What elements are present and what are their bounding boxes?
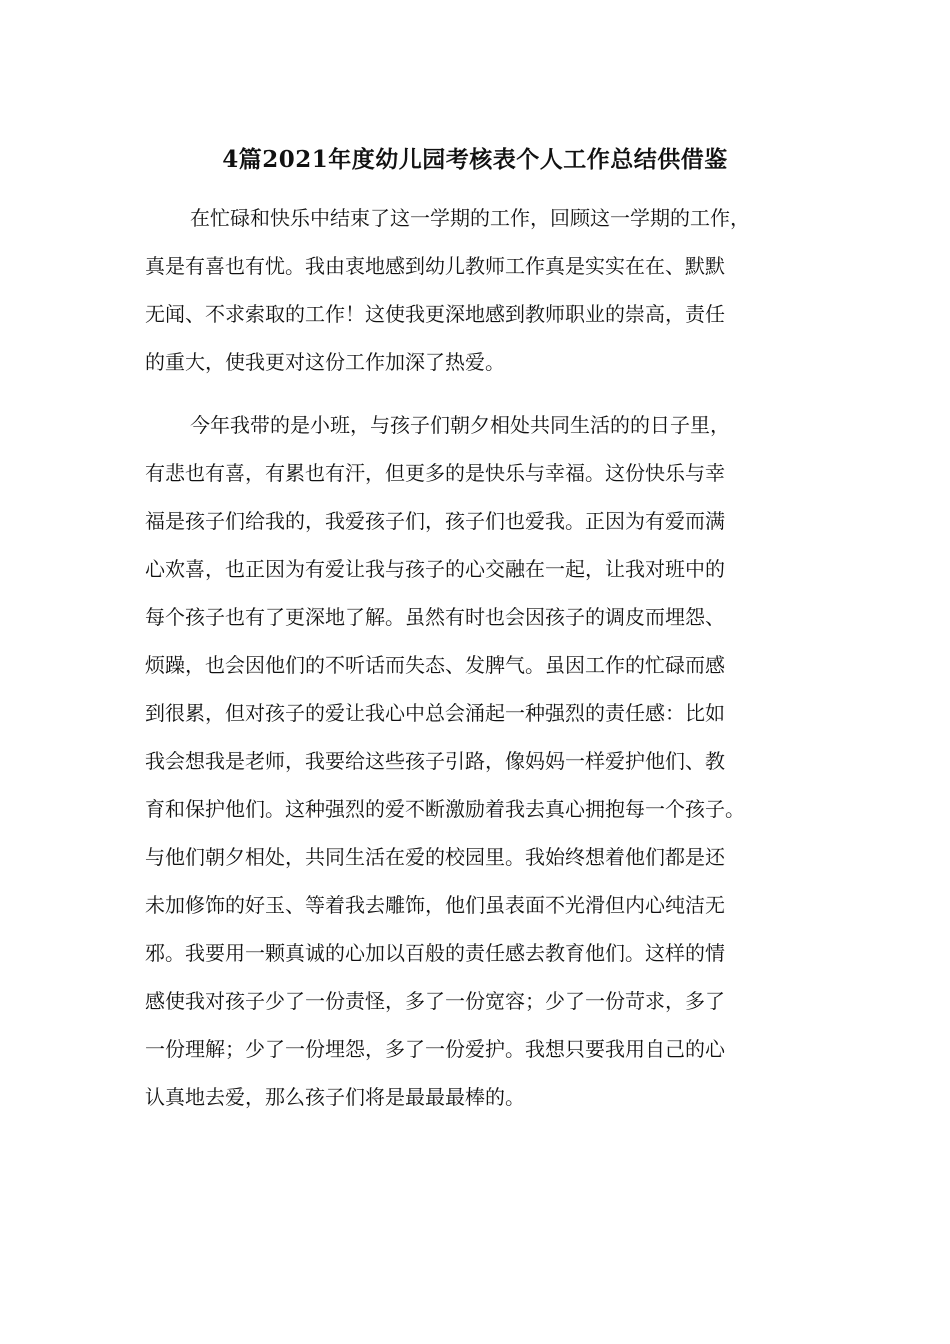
paragraph-2-line-11: 未加修饰的好玉、等着我去雕饰，他们虽表面不光滑但内心纯洁无 (145, 893, 725, 917)
paragraph-2-line-5: 每个孩子也有了更深地了解。虽然有时也会因孩子的调皮而埋怨、 (145, 605, 725, 629)
paragraph-1-line-4: 的重大，使我更对这份工作加深了热爱。 (145, 350, 505, 374)
document-title: 4篇2021年度幼儿园考核表个人工作总结供借鉴 (222, 146, 728, 173)
paragraph-2-line-13: 感使我对孩子少了一份责怪，多了一份宽容；少了一份苛求，多了 (145, 989, 725, 1013)
paragraph-2-line-12: 邪。我要用一颗真诚的心加以百般的责任感去教育他们。这样的情 (145, 941, 725, 965)
paragraph-1-line-3: 无闻、不求索取的工作！这使我更深地感到教师职业的崇高，责任 (145, 302, 725, 326)
paragraph-2-line-3: 福是孩子们给我的，我爱孩子们，孩子们也爱我。正因为有爱而满 (145, 509, 725, 533)
paragraph-1-line-2: 真是有喜也有忧。我由衷地感到幼儿教师工作真是实实在在、默默 (145, 254, 725, 278)
paragraph-2-line-15: 认真地去爱，那么孩子们将是最最最棒的。 (145, 1085, 525, 1109)
paragraph-1-line-1: 在忙碌和快乐中结束了这一学期的工作，回顾这一学期的工作， (190, 206, 750, 230)
paragraph-2-line-1: 今年我带的是小班，与孩子们朝夕相处共同生活的的日子里， (190, 413, 730, 437)
paragraph-2-line-7: 到很累，但对孩子的爱让我心中总会涌起一种强烈的责任感：比如 (145, 701, 725, 725)
paragraph-2-line-10: 与他们朝夕相处，共同生活在爱的校园里。我始终想着他们都是还 (145, 845, 725, 869)
paragraph-2-line-9: 育和保护他们。这种强烈的爱不断激励着我去真心拥抱每一个孩子。 (145, 797, 745, 821)
paragraph-2-line-2: 有悲也有喜，有累也有汗，但更多的是快乐与幸福。这份快乐与幸 (145, 461, 725, 485)
paragraph-2-line-4: 心欢喜，也正因为有爱让我与孩子的心交融在一起，让我对班中的 (145, 557, 725, 581)
paragraph-2-line-6: 烦躁，也会因他们的不听话而失态、发脾气。虽因工作的忙碌而感 (145, 653, 725, 677)
paragraph-2-line-14: 一份理解；少了一份埋怨，多了一份爱护。我想只要我用自己的心 (145, 1037, 725, 1061)
paragraph-2-line-8: 我会想我是老师，我要给这些孩子引路，像妈妈一样爱护他们、教 (145, 749, 725, 773)
